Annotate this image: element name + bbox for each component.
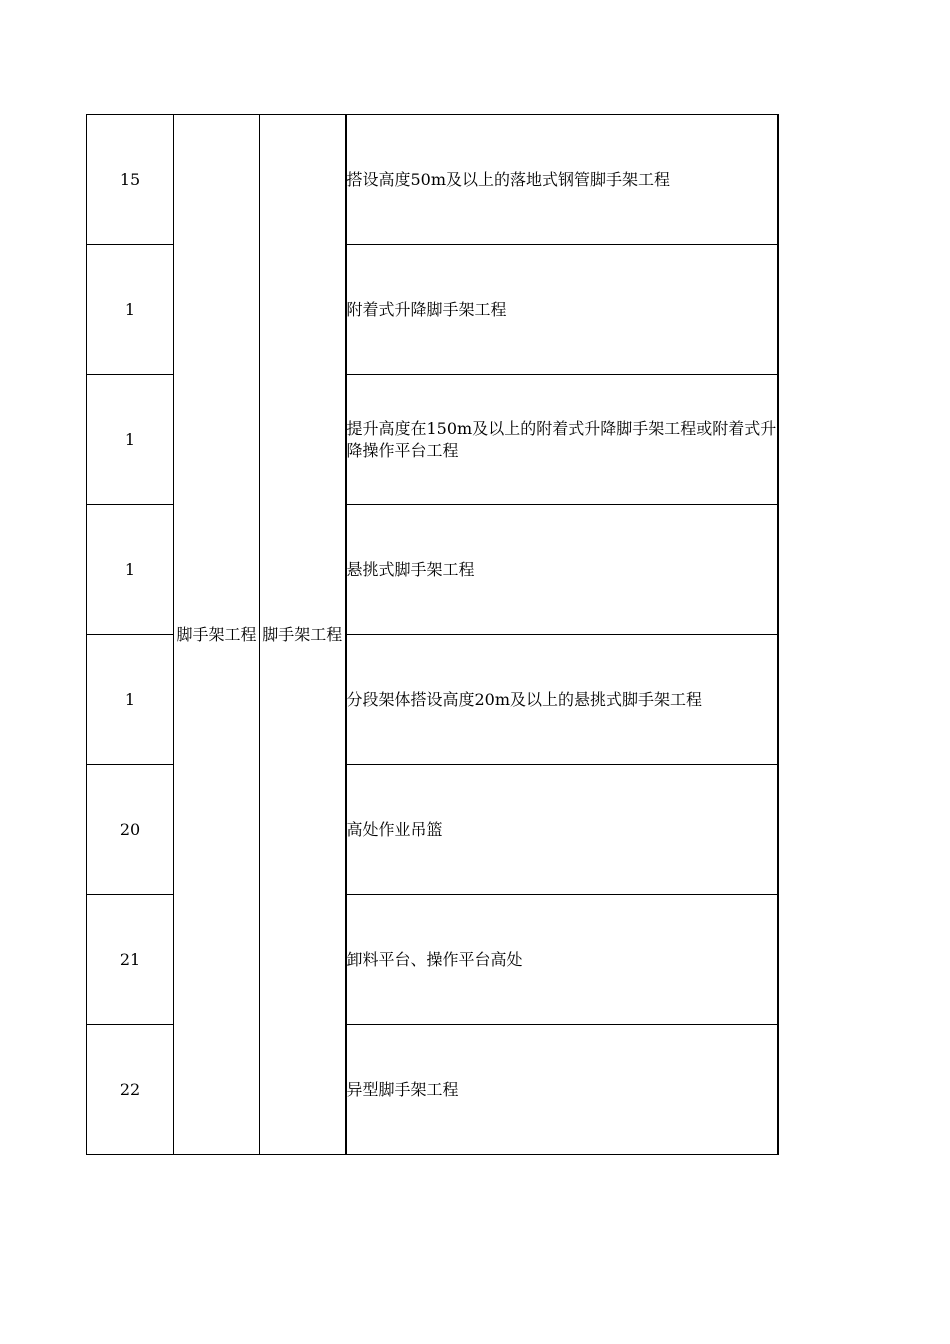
description-cell	[346, 1025, 778, 1155]
row-number-cell: 15	[87, 115, 174, 245]
row-number-cell: 21	[87, 895, 174, 1025]
description-text: 卸料平台、操作平台高处	[346, 949, 523, 969]
description-text: 搭设高度50m及以上的落地式钢管脚手架工程	[346, 169, 671, 189]
description-cell	[346, 765, 778, 895]
scaffold-project-table	[86, 114, 779, 1155]
table-row	[87, 115, 778, 245]
description-cell	[346, 505, 778, 635]
row-number-cell: 20	[87, 765, 174, 895]
description-cell	[346, 635, 778, 765]
description-text: 提升高度在150m及以上的附着式升降脚手架工程或附着式升降操作平台工程	[346, 418, 777, 460]
description-text: 分段架体搭设高度20m及以上的悬挑式脚手架工程	[346, 689, 703, 709]
description-cell	[346, 895, 778, 1025]
category-cell-1: 脚手架工程	[174, 115, 260, 1155]
description-text: 附着式升降脚手架工程	[346, 299, 507, 319]
description-text: 异型脚手架工程	[346, 1079, 459, 1099]
row-number-cell: 1	[87, 245, 174, 375]
description-cell	[346, 245, 778, 375]
row-number-cell: 22	[87, 1025, 174, 1155]
row-number-cell: 1	[87, 505, 174, 635]
description-cell	[346, 115, 778, 245]
row-number-cell: 1	[87, 635, 174, 765]
description-text: 悬挑式脚手架工程	[346, 559, 475, 579]
description-text: 高处作业吊篮	[346, 819, 443, 839]
description-cell	[346, 375, 778, 505]
category-cell-2: 脚手架工程	[260, 115, 346, 1155]
row-number-cell: 1	[87, 375, 174, 505]
